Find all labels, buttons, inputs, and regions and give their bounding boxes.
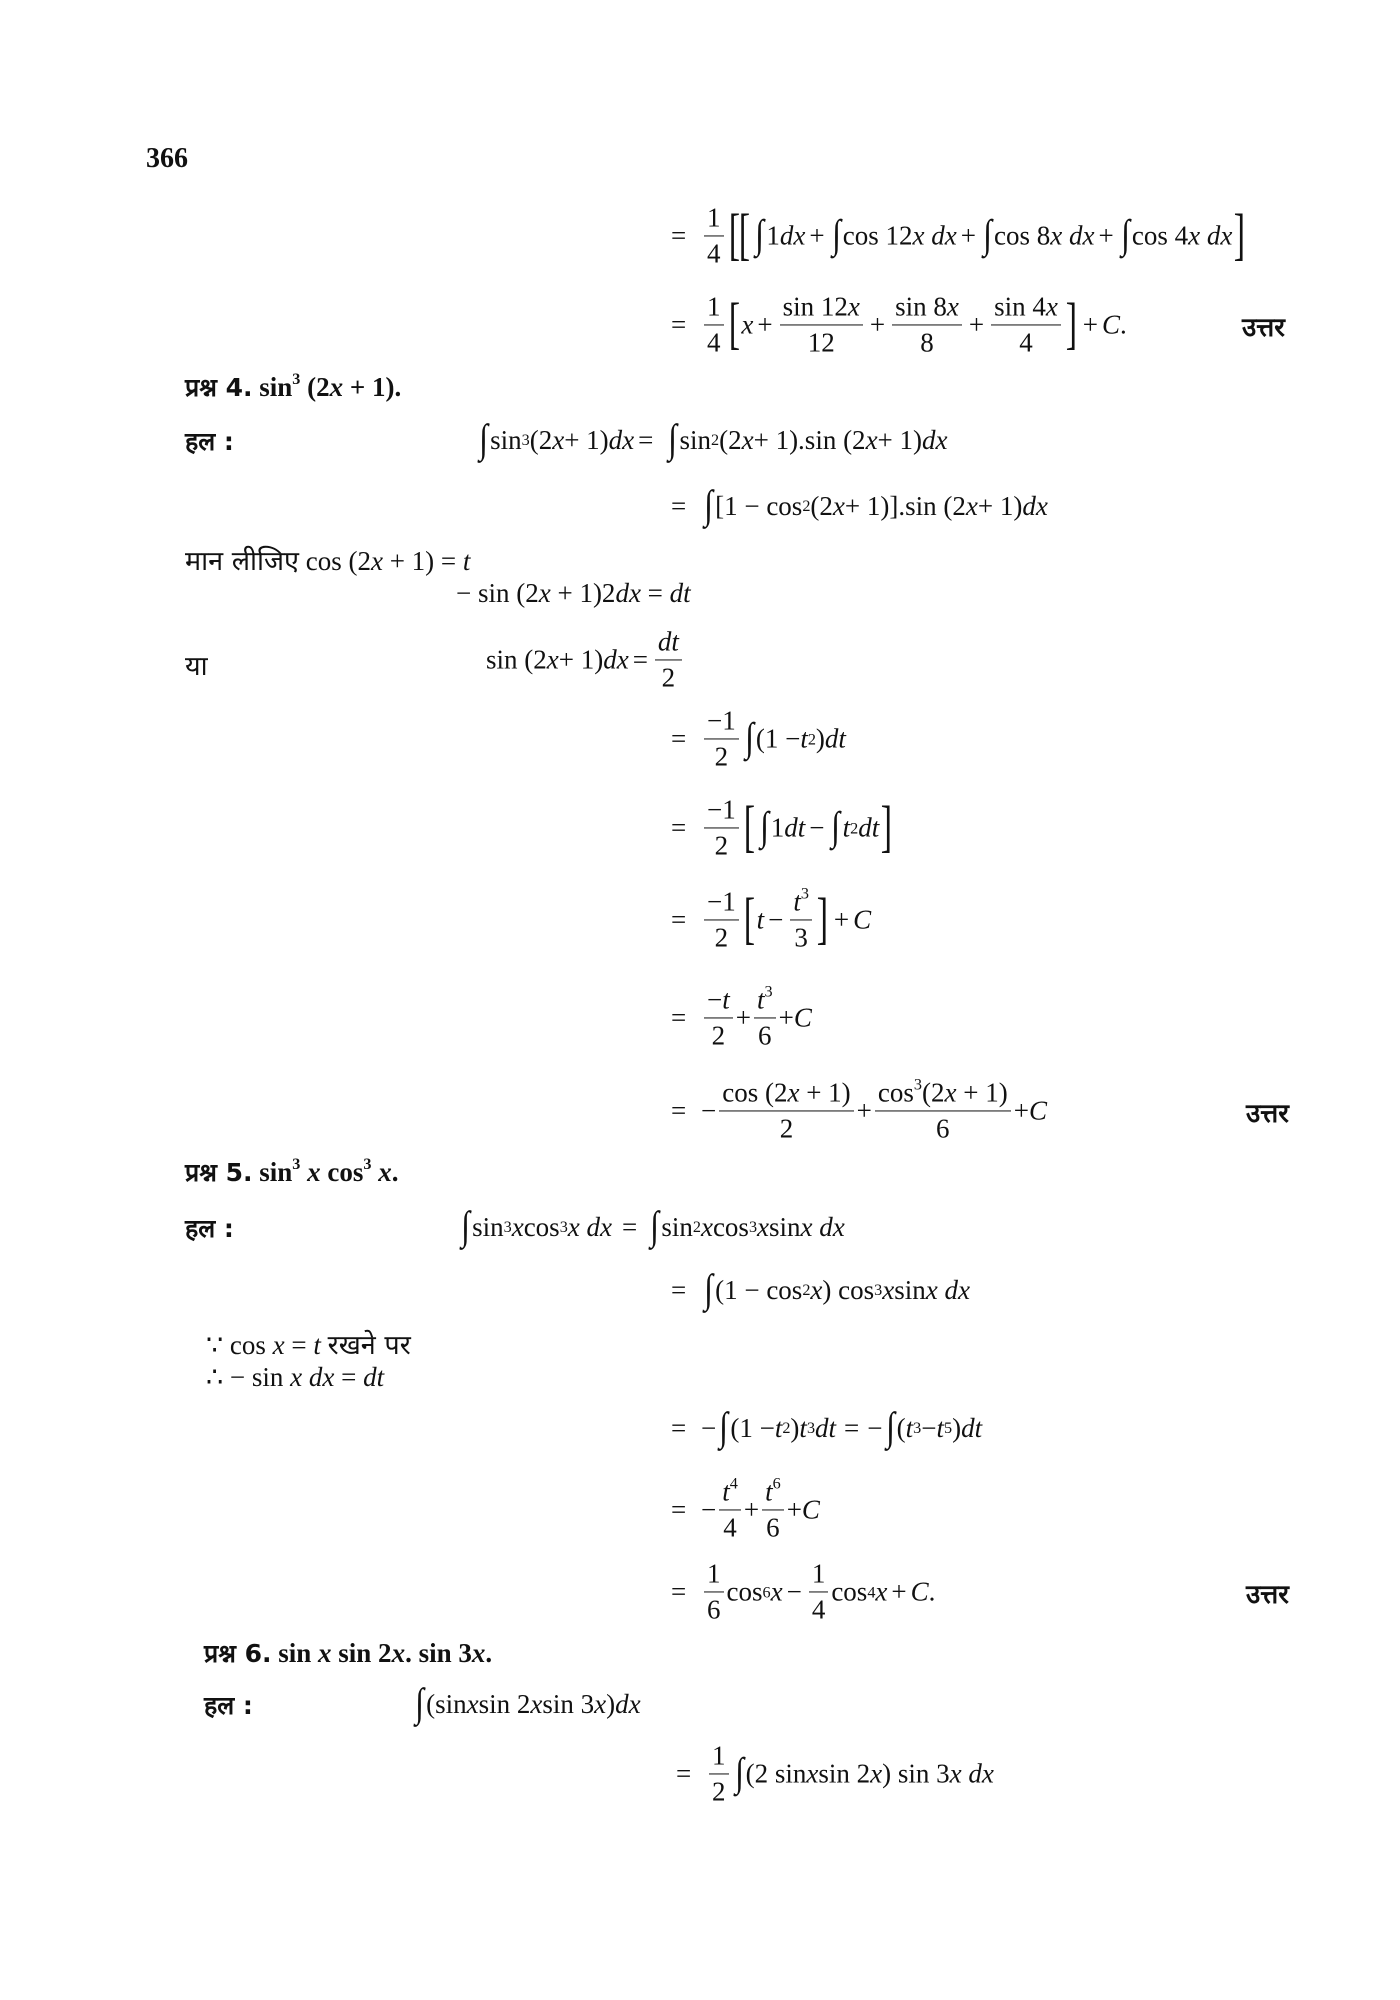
q4-step-4: = $\frac{-1}{2}$ ∫ (1 − t 2 ) dt <box>671 705 846 772</box>
question-4-heading: प्रश्न 4. $\sin^3 (2x + 1)$. <box>185 369 402 402</box>
solution-label: हल : <box>185 1214 234 1243</box>
question-label: प्रश्न 4. <box>185 373 253 402</box>
q5-step-2: = ∫ (1 − cos 2 x ) cos 3 x sin x dx <box>671 1265 970 1311</box>
q5-step-4: = − $\frac{t^4}{4}$ + $\frac{t^6}{6}$ + C <box>671 1474 820 1543</box>
let-text: मान लीजिए <box>185 546 299 577</box>
answer-label: उत्तर <box>1246 1580 1289 1610</box>
q5-step-3: = − ∫ (1 − t 2 ) t 3 dt = − ∫ ( t 3 − t 5 ) dt <box>671 1403 983 1449</box>
q4-final-answer: = − $\frac{\cos (2x + 1)}{2}$ + $\frac{\cos^3(2x + 1)}{6}$ + C <box>671 1075 1047 1144</box>
page-number: 366 <box>146 143 188 174</box>
continued-step-1: = $\frac{1}{4}$ [ [ ∫ 1 dx + ∫ cos 12 x dx + ∫ cos 8 x dx + ∫ cos 4 x dx ] <box>671 202 1246 269</box>
q4-step-5: = $\frac{-1}{2}$ [ ∫ 1 dt − ∫ t 2 dt ] <box>671 794 893 861</box>
q4-step-1: ∫ sin 3 (2 x + 1) dx = ∫ sin 2 (2 x + 1).sin (2 x + 1) dx <box>479 415 948 461</box>
q4-substitution: मान लीजिए cos (2x + 1) = t <box>185 546 471 577</box>
q4-step-2: = ∫ [1 − cos 2 (2 x + 1)].sin (2 x + 1) dx <box>671 481 1048 527</box>
q4-step-3: sin (2 x + 1) dx = $\frac{dt}{2}$ <box>486 626 685 693</box>
answer-label: उत्तर <box>1242 313 1285 343</box>
question-label: प्रश्न 5. <box>185 1158 253 1187</box>
question-6-heading: प्रश्न 6. sin x sin 2x. sin 3x. <box>204 1638 493 1668</box>
q5-final-answer: = $\frac{1}{6}$ cos 6 x − $\frac{1}{4}$ cos 4 x + C . <box>671 1558 936 1625</box>
solution-label: हल : <box>204 1691 253 1720</box>
q5-differential: ∴ − sin x dx = dt <box>206 1362 385 1392</box>
putting-text: रखने पर <box>327 1330 411 1361</box>
answer-label: उत्तर <box>1246 1099 1289 1129</box>
q6-step-2: = $\frac{1}{2}$ ∫ (2 sin x sin 2 x ) sin 3 x dx <box>676 1740 994 1807</box>
continued-step-2: = $\frac{1}{4}$ [ x + $\frac{\sin 12x}{12}$ + $\frac{\sin 8x}{8}$ + $\frac{\sin 4x}{4}$ ] + C . <box>671 291 1127 358</box>
solution-label: हल : <box>185 427 234 456</box>
q4-step-6: = $\frac{-1}{2}$ [ t − $\frac{t^3}{3}$ ] + C <box>671 884 872 953</box>
q4-step-7: = $\frac{-t}{2}$ + $\frac{t^3}{6}$ + C <box>671 982 812 1051</box>
or-label: या <box>185 651 208 682</box>
q4-differential: − sin (2x + 1)2dx = dt <box>456 578 691 608</box>
question-label: प्रश्न 6. <box>204 1639 272 1668</box>
q5-step-1: ∫ sin 3 x cos 3 x dx = ∫ sin 2 x cos 3 x sin x dx <box>461 1202 845 1248</box>
q5-substitution: ∵ cos x = t रखने पर <box>206 1330 411 1361</box>
q6-step-1: ∫ (sin x sin 2 x sin 3 x ) dx <box>415 1679 641 1725</box>
question-5-heading: प्रश्न 5. $\sin^3 x$ $\cos^3 x$. <box>185 1154 399 1187</box>
